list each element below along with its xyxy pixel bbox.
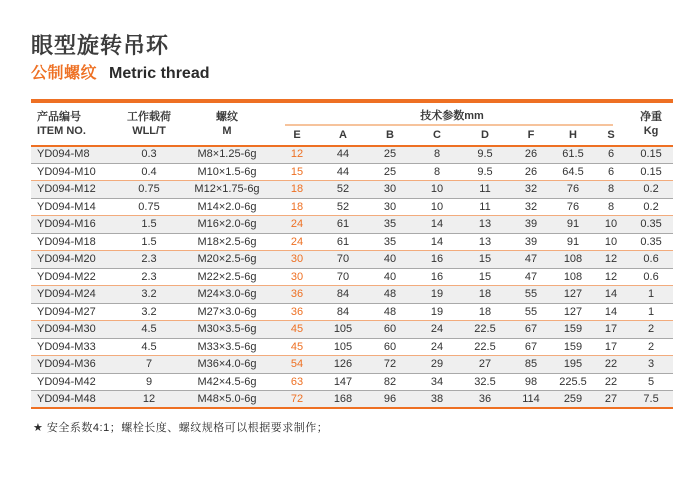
value-cell: M36×4.0-6g <box>179 356 275 374</box>
header-wll-cn: 工作载荷 <box>127 110 171 123</box>
value-cell: 108 <box>553 268 593 286</box>
value-cell: 14 <box>413 233 461 251</box>
table-row <box>31 356 673 374</box>
item-no-cell: YD094-M30 <box>31 321 119 339</box>
value-cell: 52 <box>319 181 367 199</box>
value-cell: 0.6 <box>629 251 673 269</box>
value-cell: 44 <box>319 163 367 181</box>
value-cell: 76 <box>553 181 593 199</box>
page-title: 眼型旋转吊环 <box>31 33 170 58</box>
value-cell: 10 <box>413 198 461 216</box>
header-thread <box>179 101 275 146</box>
subtitle-chinese: 公制螺纹 <box>31 65 98 83</box>
item-no-cell: YD094-M16 <box>31 216 119 234</box>
value-cell: 8 <box>413 163 461 181</box>
item-no-cell: YD094-M18 <box>31 233 119 251</box>
value-cell: 7 <box>119 356 179 374</box>
value-cell: 39 <box>509 233 553 251</box>
value-cell: 18 <box>461 303 509 321</box>
value-cell-e: 12 <box>275 146 319 164</box>
value-cell: 27 <box>593 391 629 409</box>
item-no-cell: YD094-M12 <box>31 181 119 199</box>
header-col-D: D <box>461 126 509 146</box>
value-cell: 3.2 <box>119 303 179 321</box>
header-item-no-cn: 产品编号 <box>37 110 81 123</box>
value-cell: M10×1.5-6g <box>179 163 275 181</box>
value-cell: 26 <box>509 163 553 181</box>
value-cell: 39 <box>509 216 553 234</box>
item-no-cell: YD094-M14 <box>31 198 119 216</box>
table-row <box>31 373 673 391</box>
value-cell: 70 <box>319 251 367 269</box>
header-net-weight <box>629 101 673 146</box>
value-cell: 11 <box>461 181 509 199</box>
value-cell: 84 <box>319 303 367 321</box>
value-cell: 4.5 <box>119 321 179 339</box>
header-row-main <box>31 101 673 126</box>
value-cell-e: 45 <box>275 321 319 339</box>
value-cell: M24×3.0-6g <box>179 286 275 304</box>
value-cell: 0.2 <box>629 181 673 199</box>
header-thread-en: M <box>222 124 232 137</box>
value-cell: 6 <box>593 146 629 164</box>
table-row <box>31 338 673 356</box>
item-no-cell: YD094-M24 <box>31 286 119 304</box>
table-row <box>31 198 673 216</box>
table-header <box>31 101 673 146</box>
value-cell: 91 <box>553 233 593 251</box>
spec-table <box>31 99 673 410</box>
value-cell: 1 <box>629 303 673 321</box>
value-cell: 9 <box>119 373 179 391</box>
value-cell: 60 <box>367 338 413 356</box>
header-col-S: S <box>593 126 629 146</box>
value-cell: 6 <box>593 163 629 181</box>
value-cell: M20×2.5-6g <box>179 251 275 269</box>
value-cell: 3.2 <box>119 286 179 304</box>
value-cell: 14 <box>593 286 629 304</box>
value-cell: 17 <box>593 338 629 356</box>
table-row <box>31 146 673 164</box>
value-cell: 47 <box>509 268 553 286</box>
value-cell: 61.5 <box>553 146 593 164</box>
item-no-cell: YD094-M48 <box>31 391 119 409</box>
value-cell: 0.4 <box>119 163 179 181</box>
header-item-no-en: ITEM NO. <box>37 124 86 137</box>
header-col-F: F <box>509 126 553 146</box>
value-cell: 127 <box>553 303 593 321</box>
value-cell: 8 <box>593 198 629 216</box>
value-cell: 40 <box>367 251 413 269</box>
subtitle-english: Metric thread <box>109 65 210 83</box>
value-cell-e: 54 <box>275 356 319 374</box>
value-cell: 10 <box>413 181 461 199</box>
header-net-weight-en: Kg <box>643 124 659 137</box>
value-cell: 70 <box>319 268 367 286</box>
value-cell: 76 <box>553 198 593 216</box>
value-cell: 38 <box>413 391 461 409</box>
value-cell: 67 <box>509 321 553 339</box>
value-cell: 26 <box>509 146 553 164</box>
value-cell: 98 <box>509 373 553 391</box>
value-cell: 22.5 <box>461 321 509 339</box>
value-cell: 0.6 <box>629 268 673 286</box>
table-row <box>31 268 673 286</box>
value-cell: 4.5 <box>119 338 179 356</box>
value-cell: 47 <box>509 251 553 269</box>
value-cell: 35 <box>367 233 413 251</box>
value-cell: 0.2 <box>629 198 673 216</box>
value-cell: M42×4.5-6g <box>179 373 275 391</box>
header-item-no <box>31 101 119 146</box>
value-cell: 127 <box>553 286 593 304</box>
value-cell: 108 <box>553 251 593 269</box>
value-cell: M33×3.5-6g <box>179 338 275 356</box>
item-no-cell: YD094-M42 <box>31 373 119 391</box>
value-cell: 9.5 <box>461 146 509 164</box>
value-cell: 19 <box>413 286 461 304</box>
value-cell: 225.5 <box>553 373 593 391</box>
value-cell: 105 <box>319 338 367 356</box>
value-cell: 60 <box>367 321 413 339</box>
value-cell: 32 <box>509 198 553 216</box>
value-cell: 16 <box>413 268 461 286</box>
value-cell: 0.35 <box>629 233 673 251</box>
value-cell: 0.3 <box>119 146 179 164</box>
value-cell: 147 <box>319 373 367 391</box>
header-col-H: H <box>553 126 593 146</box>
value-cell: 22 <box>593 373 629 391</box>
value-cell: 1.5 <box>119 216 179 234</box>
value-cell: 0.35 <box>629 216 673 234</box>
value-cell-e: 18 <box>275 198 319 216</box>
value-cell: 44 <box>319 146 367 164</box>
table-row <box>31 303 673 321</box>
value-cell: 8 <box>593 181 629 199</box>
table-row <box>31 321 673 339</box>
value-cell: 32.5 <box>461 373 509 391</box>
value-cell: 1.5 <box>119 233 179 251</box>
table-row <box>31 286 673 304</box>
value-cell: 34 <box>413 373 461 391</box>
header-tech-params <box>275 101 629 126</box>
item-no-cell: YD094-M27 <box>31 303 119 321</box>
value-cell: 22.5 <box>461 338 509 356</box>
value-cell: 96 <box>367 391 413 409</box>
header-thread-cn: 螺纹 <box>216 110 238 123</box>
value-cell-e: 36 <box>275 286 319 304</box>
value-cell: 2.3 <box>119 251 179 269</box>
value-cell: 159 <box>553 338 593 356</box>
item-no-cell: YD094-M8 <box>31 146 119 164</box>
value-cell-e: 18 <box>275 181 319 199</box>
value-cell: 64.5 <box>553 163 593 181</box>
value-cell: 18 <box>461 286 509 304</box>
value-cell-e: 45 <box>275 338 319 356</box>
value-cell: 67 <box>509 338 553 356</box>
value-cell: 10 <box>593 216 629 234</box>
value-cell: 25 <box>367 163 413 181</box>
item-no-cell: YD094-M10 <box>31 163 119 181</box>
value-cell: M30×3.5-6g <box>179 321 275 339</box>
header-col-E: E <box>275 126 319 146</box>
item-no-cell: YD094-M20 <box>31 251 119 269</box>
value-cell-e: 30 <box>275 268 319 286</box>
value-cell: 9.5 <box>461 163 509 181</box>
value-cell: 8 <box>413 146 461 164</box>
value-cell-e: 24 <box>275 216 319 234</box>
value-cell: M18×2.5-6g <box>179 233 275 251</box>
value-cell: 12 <box>593 268 629 286</box>
value-cell: M12×1.75-6g <box>179 181 275 199</box>
value-cell: 114 <box>509 391 553 409</box>
table-row <box>31 163 673 181</box>
header-wll <box>119 101 179 146</box>
value-cell: 27 <box>461 356 509 374</box>
value-cell: 168 <box>319 391 367 409</box>
value-cell: 29 <box>413 356 461 374</box>
value-cell: 2 <box>629 321 673 339</box>
header-col-B: B <box>367 126 413 146</box>
value-cell: 84 <box>319 286 367 304</box>
value-cell: 11 <box>461 198 509 216</box>
value-cell: 40 <box>367 268 413 286</box>
value-cell: 30 <box>367 181 413 199</box>
value-cell: 10 <box>593 233 629 251</box>
value-cell: 22 <box>593 356 629 374</box>
value-cell-e: 24 <box>275 233 319 251</box>
value-cell: 14 <box>413 216 461 234</box>
value-cell: 13 <box>461 216 509 234</box>
value-cell: 17 <box>593 321 629 339</box>
value-cell: 2.3 <box>119 268 179 286</box>
value-cell: 30 <box>367 198 413 216</box>
item-no-cell: YD094-M22 <box>31 268 119 286</box>
header-tech-params-label: 技术参数mm <box>420 110 484 123</box>
value-cell: 85 <box>509 356 553 374</box>
value-cell: 105 <box>319 321 367 339</box>
header-col-A: A <box>319 126 367 146</box>
value-cell: 12 <box>119 391 179 409</box>
value-cell: 259 <box>553 391 593 409</box>
value-cell: 32 <box>509 181 553 199</box>
value-cell: 0.75 <box>119 198 179 216</box>
value-cell: M27×3.0-6g <box>179 303 275 321</box>
value-cell: 55 <box>509 286 553 304</box>
value-cell: M8×1.25-6g <box>179 146 275 164</box>
value-cell: 72 <box>367 356 413 374</box>
value-cell: 14 <box>593 303 629 321</box>
table-row <box>31 233 673 251</box>
value-cell: 12 <box>593 251 629 269</box>
header-col-C: C <box>413 126 461 146</box>
value-cell-e: 72 <box>275 391 319 409</box>
value-cell: 91 <box>553 216 593 234</box>
value-cell: 48 <box>367 286 413 304</box>
value-cell: 15 <box>461 268 509 286</box>
value-cell: M22×2.5-6g <box>179 268 275 286</box>
value-cell: 25 <box>367 146 413 164</box>
value-cell: 36 <box>461 391 509 409</box>
value-cell: 1 <box>629 286 673 304</box>
value-cell: M16×2.0-6g <box>179 216 275 234</box>
value-cell: 13 <box>461 233 509 251</box>
value-cell: 0.75 <box>119 181 179 199</box>
value-cell: 61 <box>319 216 367 234</box>
footnote: ★ 安全系数4:1；螺栓长度、螺纹规格可以根据要求制作； <box>33 422 329 435</box>
value-cell: 82 <box>367 373 413 391</box>
value-cell: 19 <box>413 303 461 321</box>
value-cell: 0.15 <box>629 146 673 164</box>
table-body <box>31 146 673 409</box>
value-cell: 24 <box>413 321 461 339</box>
value-cell: 15 <box>461 251 509 269</box>
header-wll-en: WLL/T <box>132 124 166 137</box>
header-net-weight-cn: 净重 <box>640 110 663 123</box>
value-cell: 48 <box>367 303 413 321</box>
value-cell: 5 <box>629 373 673 391</box>
value-cell-e: 15 <box>275 163 319 181</box>
value-cell-e: 36 <box>275 303 319 321</box>
table-row <box>31 391 673 409</box>
value-cell-e: 30 <box>275 251 319 269</box>
item-no-cell: YD094-M36 <box>31 356 119 374</box>
table-row <box>31 251 673 269</box>
value-cell: 16 <box>413 251 461 269</box>
table-row <box>31 216 673 234</box>
value-cell: 2 <box>629 338 673 356</box>
value-cell: 126 <box>319 356 367 374</box>
item-no-cell: YD094-M33 <box>31 338 119 356</box>
subtitle <box>31 65 672 83</box>
value-cell: 35 <box>367 216 413 234</box>
value-cell: 55 <box>509 303 553 321</box>
table-row <box>31 181 673 199</box>
value-cell: M48×5.0-6g <box>179 391 275 409</box>
value-cell: 24 <box>413 338 461 356</box>
value-cell: 61 <box>319 233 367 251</box>
value-cell: 195 <box>553 356 593 374</box>
value-cell: 7.5 <box>629 391 673 409</box>
value-cell: M14×2.0-6g <box>179 198 275 216</box>
value-cell: 159 <box>553 321 593 339</box>
value-cell: 0.15 <box>629 163 673 181</box>
value-cell: 52 <box>319 198 367 216</box>
value-cell-e: 63 <box>275 373 319 391</box>
value-cell: 3 <box>629 356 673 374</box>
